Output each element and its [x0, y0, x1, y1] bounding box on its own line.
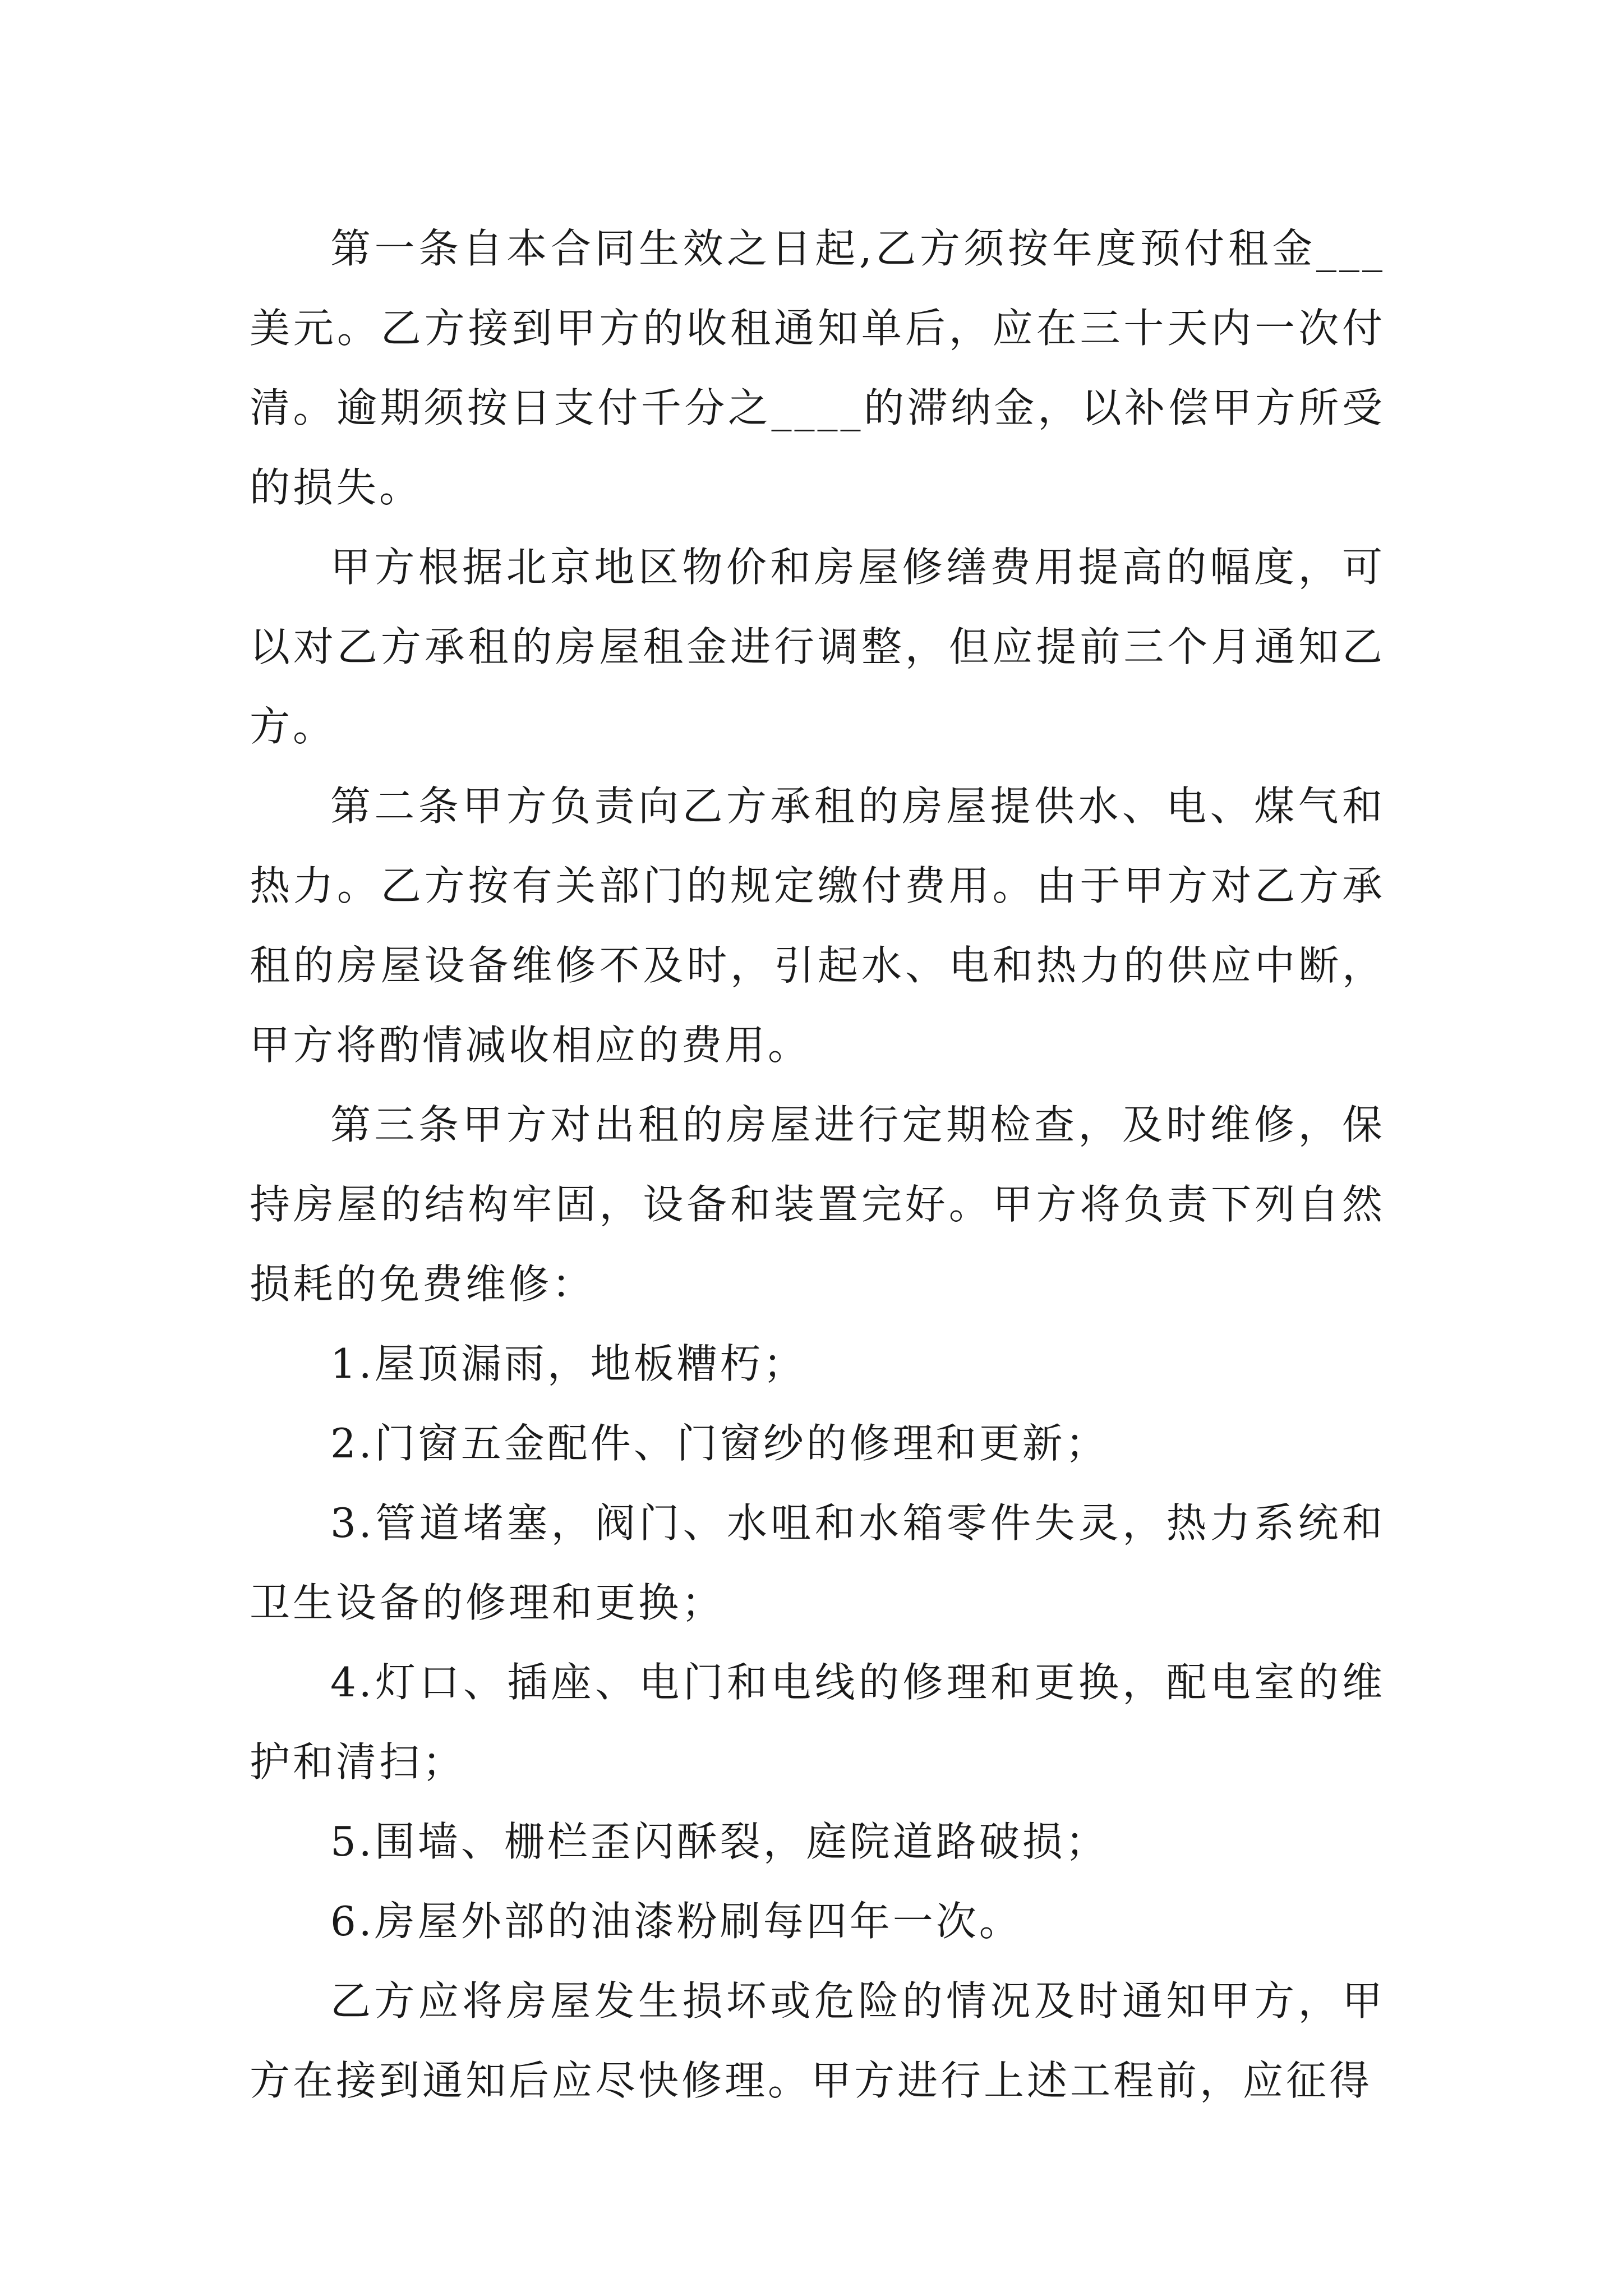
list-item: 6.房屋外部的油漆粉刷每四年一次。: [330, 1898, 1022, 1945]
clause-3-paragraph: 第三条甲方对出租的房屋进行定期检查，及时维修，保持房屋的结构牢固，设备和装置完好。甲方将负责下列自然损耗的免费维修：: [250, 1101, 1385, 1308]
list-item: 2.门窗五金配件、门窗纱的修理和更新；: [330, 1420, 1109, 1467]
list-item: 5.围墙、栅栏歪闪酥裂，庭院道路破损；: [330, 1818, 1109, 1865]
damage-notice-paragraph: 乙方应将房屋发生损坏或危险的情况及时通知甲方，甲方在接到通知后应尽快修理。甲方进行上述工程前，应征得: [250, 1977, 1385, 2104]
clause-2-paragraph: 第二条甲方负责向乙方承租的房屋提供水、电、煤气和热力。乙方按有关部门的规定缴付费用。由于甲方对乙方承租的房屋设备维修不及时，引起水、电和热力的供应中断，甲方将酌情减收相应的费用。: [250, 783, 1385, 1069]
list-item: 4.灯口、插座、电门和电线的修理和更换，配电室的维护和清扫；: [250, 1659, 1385, 1786]
clause-1-paragraph: 第一条自本合同生效之日起,乙方须按年度预付租金___美元。乙方接到甲方的收租通知单后，应在三十天内一次付清。逾期须按日支付千分之____的滞纳金，以补偿甲方所受的损失。: [250, 225, 1385, 511]
list-item: 1.屋顶漏雨，地板糟朽；: [330, 1340, 806, 1387]
document-body: [250, 209, 1385, 2120]
rent-adjustment-paragraph: 甲方根据北京地区物价和房屋修缮费用提高的幅度，可以对乙方承租的房屋租金进行调整，但应提前三个月通知乙方。: [250, 544, 1385, 750]
list-item: 3.管道堵塞，阀门、水咀和水箱零件失灵，热力系统和卫生设备的修理和更换；: [250, 1499, 1385, 1626]
